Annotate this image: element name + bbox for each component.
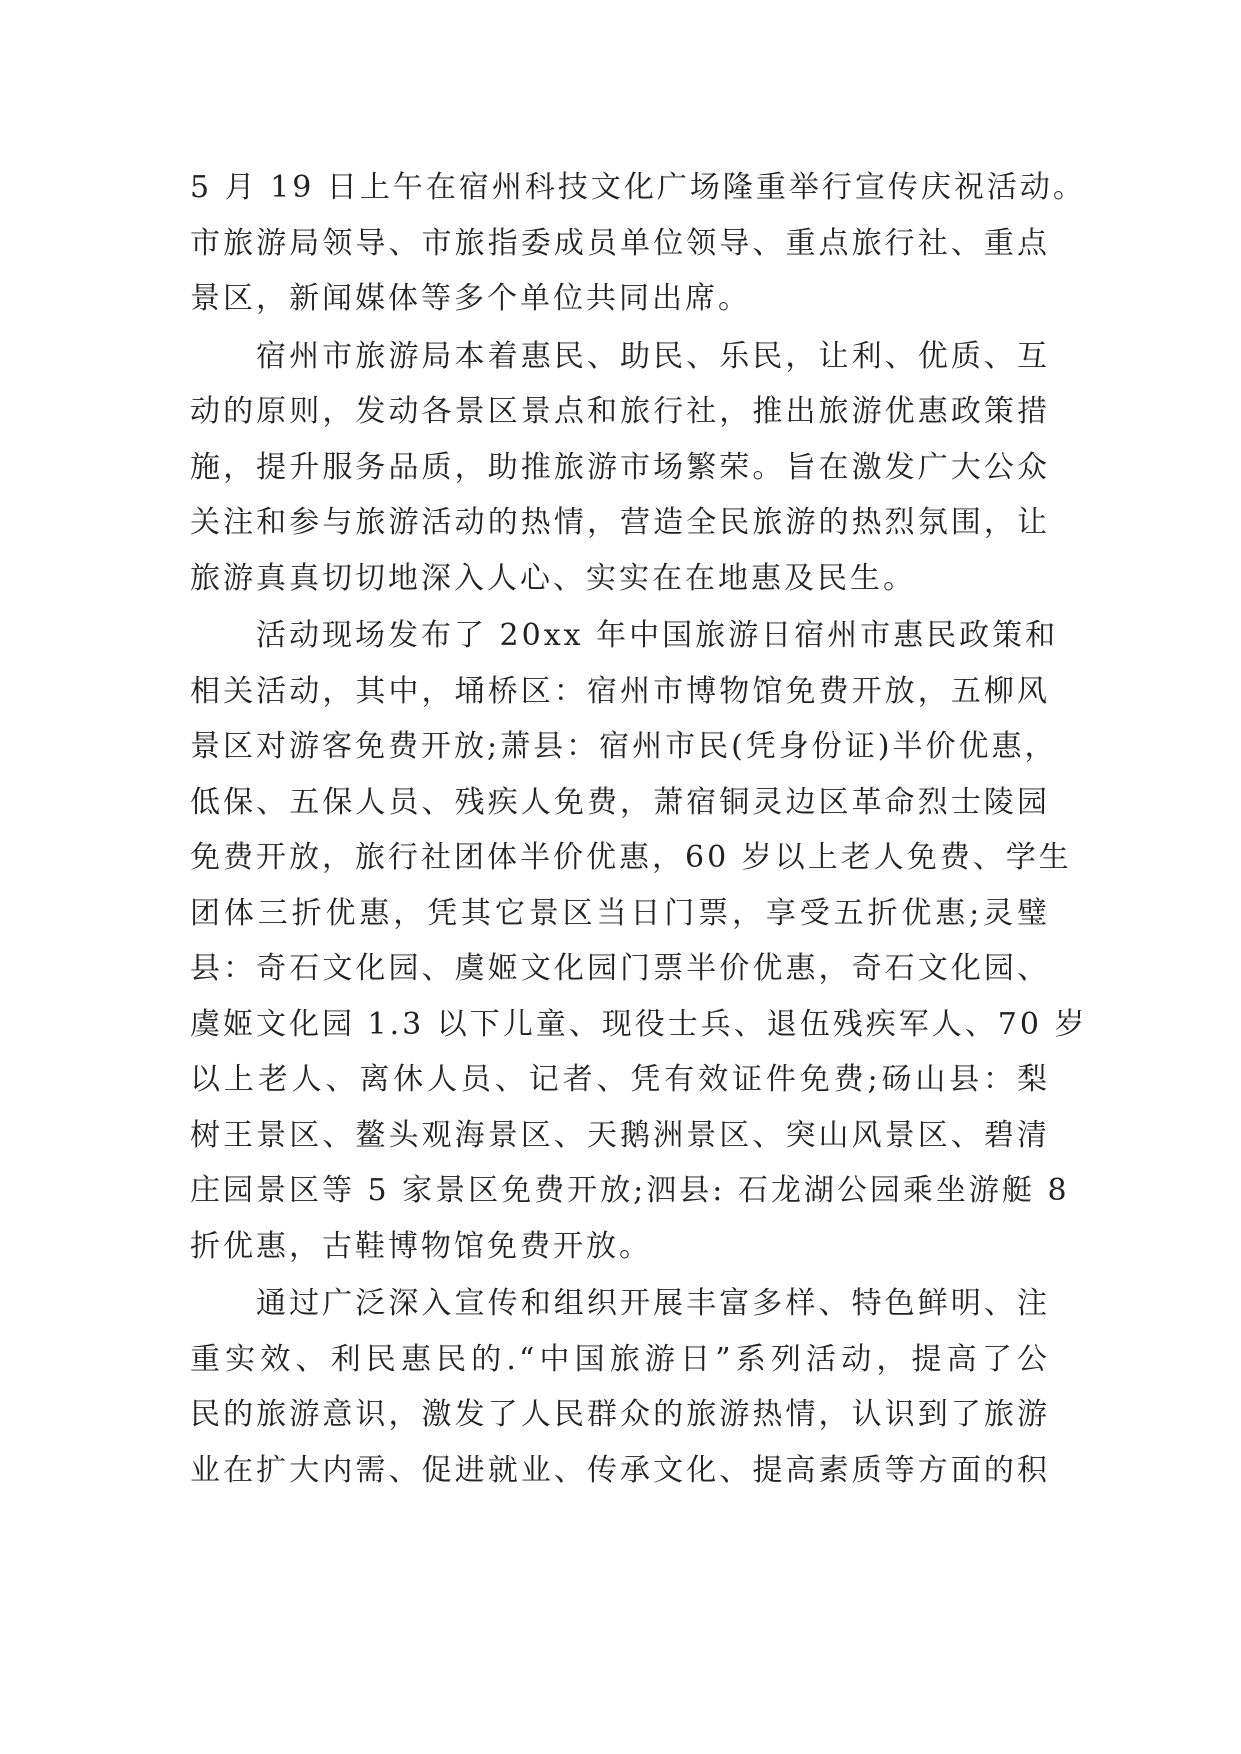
text-line: 以上老人、离休人员、记者、凭有效证件免费;砀山县：梨 bbox=[190, 1062, 1050, 1097]
text-line: 景区对游客免费开放;萧县：宿州市民(凭身份证)半价优惠， bbox=[190, 729, 1058, 764]
text-line: 宿州市旅游局本着惠民、助民、乐民，让利、优质、互 bbox=[256, 338, 1050, 374]
text-line: 树王景区、鳌头观海景区、天鹅洲景区、突山风景区、碧清 bbox=[190, 1117, 1050, 1153]
text-line: 重实效、利民惠民的.“中国旅游日”系列活动，提高了公 bbox=[190, 1341, 1050, 1377]
text-line: 虞姬文化园 1.3 以下儿童、现役士兵、退伍残疾军人、70 岁 bbox=[190, 1006, 1088, 1042]
text-line: 旅游真真切切地深入人心、实实在在地惠及民生。 bbox=[190, 560, 916, 596]
paragraph-4 bbox=[190, 1276, 1050, 1498]
text-line: 5 月 19 日上午在宿州科技文化广场隆重举行宣传庆祝活动。 bbox=[190, 170, 1086, 205]
document-body bbox=[190, 160, 1088, 1500]
paragraph-1 bbox=[190, 160, 1086, 327]
text-line: 景区，新闻媒体等多个单位共同出席。 bbox=[190, 281, 751, 316]
text-line: 施，提升服务品质，助推旅游市场繁荣。旨在激发广大公众 bbox=[190, 449, 1050, 485]
paragraph-3 bbox=[190, 608, 1088, 1274]
paragraph-2 bbox=[190, 329, 1050, 607]
text-line: 业在扩大内需、促进就业、传承文化、提高素质等方面的积 bbox=[190, 1452, 1050, 1488]
text-line: 县：奇石文化园、虞姬文化园门票半价优惠，奇石文化园、 bbox=[190, 951, 1050, 986]
text-line: 通过广泛深入宣传和组织开展丰富多样、特色鲜明、注 bbox=[256, 1286, 1050, 1321]
text-line: 低保、五保人员、残疾人免费，萧宿铜灵边区革命烈士陵园 bbox=[190, 784, 1050, 820]
text-line: 免费开放，旅行社团体半价优惠，60 岁以上老人免费、学生 bbox=[190, 840, 1072, 875]
text-line: 折优惠，古鞋博物馆免费开放。 bbox=[190, 1228, 652, 1264]
text-line: 关注和参与旅游活动的热情，营造全民旅游的热烈氛围，让 bbox=[190, 505, 1050, 540]
text-line: 庄园景区等 5 家景区免费开放;泗县: 石龙湖公园乘坐游艇 8 bbox=[190, 1173, 1070, 1208]
text-line: 民的旅游意识，激发了人民群众的旅游热情，认识到了旅游 bbox=[190, 1397, 1050, 1432]
text-line: 相关活动，其中，埇桥区：宿州市博物馆免费开放，五柳风 bbox=[190, 673, 1050, 709]
text-line: 市旅游局领导、市旅指委成员单位领导、重点旅行社、重点 bbox=[190, 225, 1050, 261]
text-line: 团体三折优惠，凭其它景区当日门票，享受五折优惠;灵璧 bbox=[190, 895, 1050, 931]
text-line: 活动现场发布了 20xx 年中国旅游日宿州市惠民政策和 bbox=[256, 618, 1059, 653]
text-line: 动的原则，发动各景区景点和旅行社，推出旅游优惠政策措 bbox=[190, 394, 1050, 429]
